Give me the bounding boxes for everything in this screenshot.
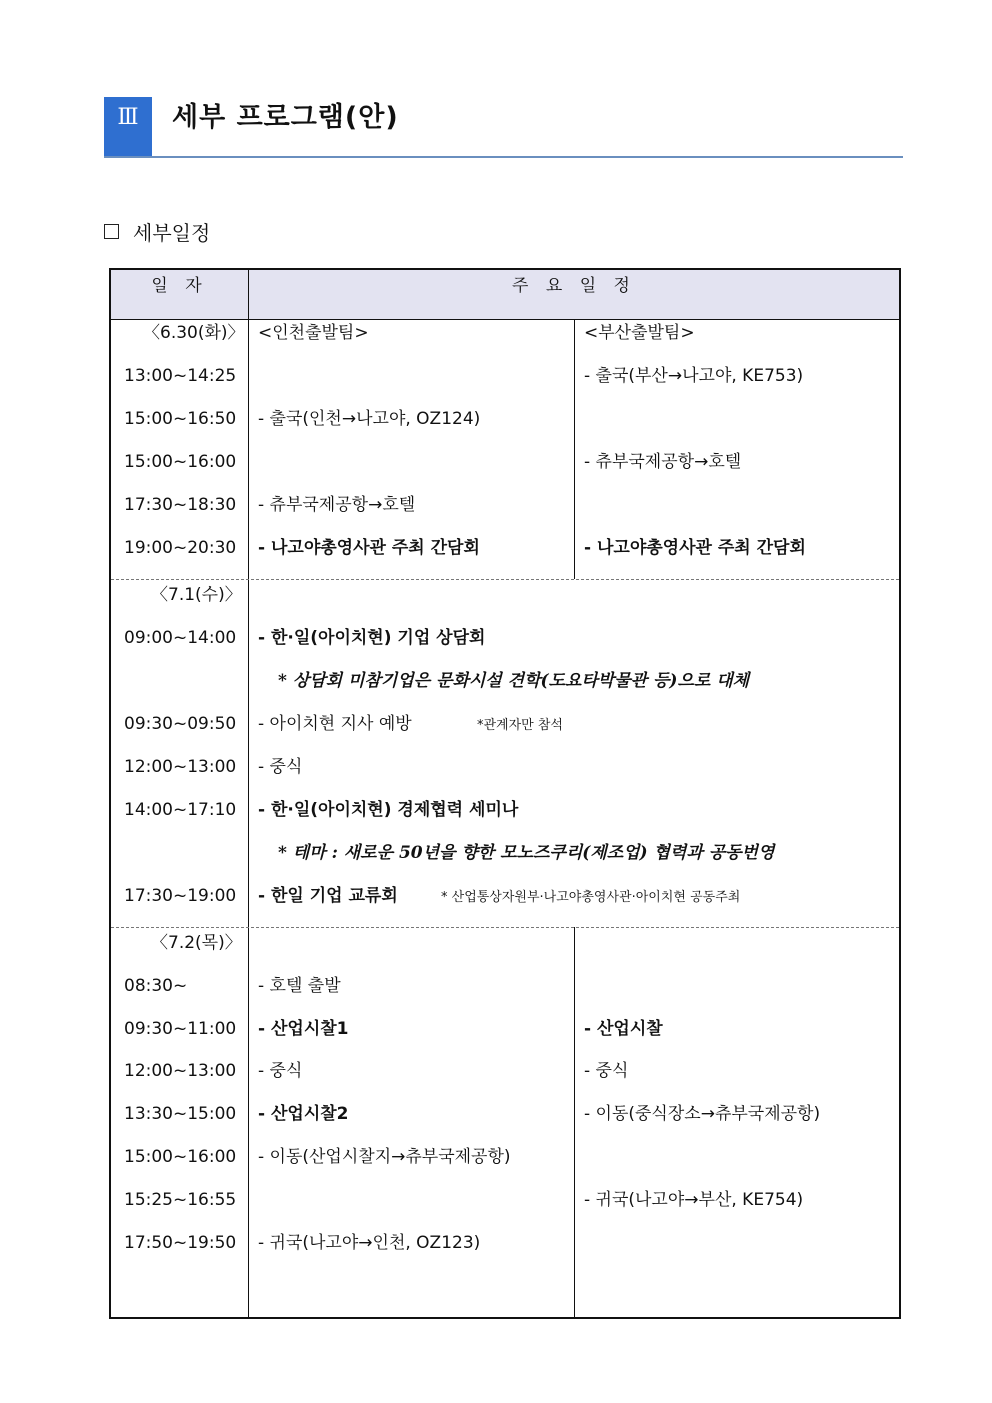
schedule-item: - 귀국(나고야→부산, KE754) — [584, 1190, 804, 1210]
day3-date: 〈7.2(목)〉 — [151, 933, 242, 953]
day2-date: 〈7.1(수)〉 — [151, 585, 242, 605]
schedule-item: - 츄부국제공항→호텔 — [258, 495, 416, 515]
schedule-item: - 귀국(나고야→인천, OZ123) — [258, 1233, 481, 1253]
day1-left-team-header: <인천출발팀> — [258, 323, 369, 343]
schedule-item: - 중식 — [258, 1061, 303, 1081]
schedule-item: - 아이치현 지사 예방 — [258, 714, 412, 734]
time-cell: 17:30~19:00 — [124, 886, 237, 906]
schedule-item: - 나고야총영사관 주최 간담회 — [258, 538, 480, 558]
schedule-table — [109, 268, 901, 1319]
schedule-item: - 한·일(아이치현) 기업 상담회 — [258, 628, 486, 648]
title-underline — [104, 156, 903, 158]
schedule-item: - 출국(부산→나고야, KE753) — [584, 366, 804, 386]
schedule-item: - 호텔 출발 — [258, 976, 341, 996]
day-separator — [111, 579, 899, 580]
page-title: 세부 프로그램(안) — [172, 102, 399, 133]
section-number-badge: Ⅲ — [104, 97, 152, 157]
section-title: 세부일정 — [133, 221, 211, 245]
header-main-schedule: 주 요 일 정 — [512, 276, 636, 296]
header-date: 일 자 — [151, 276, 208, 296]
day-separator — [111, 927, 899, 928]
schedule-note: * 테마 : 새로운 50년을 향한 모노즈쿠리(제조업) 협력과 공동번영 — [278, 843, 775, 863]
time-cell: 13:30~15:00 — [124, 1104, 237, 1124]
table-header-row — [111, 270, 899, 320]
day1-right-team-header: <부산출발팀> — [584, 323, 695, 343]
day1-split-divider — [574, 319, 575, 579]
schedule-remark: *관계자만 참석 — [477, 718, 563, 733]
time-cell: 12:00~13:00 — [124, 1061, 237, 1081]
time-cell: 17:50~19:50 — [124, 1233, 237, 1253]
schedule-item: - 츄부국제공항→호텔 — [584, 452, 742, 472]
schedule-item: - 이동(산업시찰지→츄부국제공항) — [258, 1147, 511, 1167]
time-cell: 09:00~14:00 — [124, 628, 237, 648]
schedule-item: - 중식 — [258, 757, 303, 777]
schedule-item: - 산업시찰1 — [258, 1019, 349, 1039]
time-cell: 15:00~16:00 — [124, 1147, 237, 1167]
schedule-item: - 이동(중식장소→츄부국제공항) — [584, 1104, 821, 1124]
schedule-item: - 나고야총영사관 주최 간담회 — [584, 538, 806, 558]
time-cell: 12:00~13:00 — [124, 757, 237, 777]
schedule-item: - 산업시찰2 — [258, 1104, 349, 1124]
day1-date: 〈6.30(화)〉 — [143, 323, 245, 343]
time-cell: 09:30~11:00 — [124, 1019, 237, 1039]
time-cell: 09:30~09:50 — [124, 714, 237, 734]
time-cell: 15:00~16:50 — [124, 409, 237, 429]
schedule-item: - 한·일(아이치현) 경제협력 세미나 — [258, 800, 519, 820]
time-cell: 17:30~18:30 — [124, 495, 237, 515]
schedule-remark: * 산업통상자원부·나고야총영사관·아이치현 공동주최 — [441, 890, 741, 905]
time-cell: 19:00~20:30 — [124, 538, 237, 558]
schedule-item: - 한일 기업 교류회 — [258, 886, 398, 906]
checkbox-square-icon — [104, 224, 119, 239]
time-cell: 15:00~16:00 — [124, 452, 237, 472]
time-cell: 14:00~17:10 — [124, 800, 237, 820]
schedule-item: - 중식 — [584, 1061, 629, 1081]
day3-split-divider — [574, 927, 575, 1317]
time-cell: 13:00~14:25 — [124, 366, 237, 386]
schedule-item: - 산업시찰 — [584, 1019, 663, 1039]
column-divider — [248, 270, 249, 1317]
time-cell: 08:30~ — [124, 976, 188, 996]
schedule-note: * 상담회 미참기업은 문화시설 견학(도요타박물관 등)으로 대체 — [278, 671, 750, 691]
time-cell: 15:25~16:55 — [124, 1190, 237, 1210]
schedule-item: - 출국(인천→나고야, OZ124) — [258, 409, 481, 429]
